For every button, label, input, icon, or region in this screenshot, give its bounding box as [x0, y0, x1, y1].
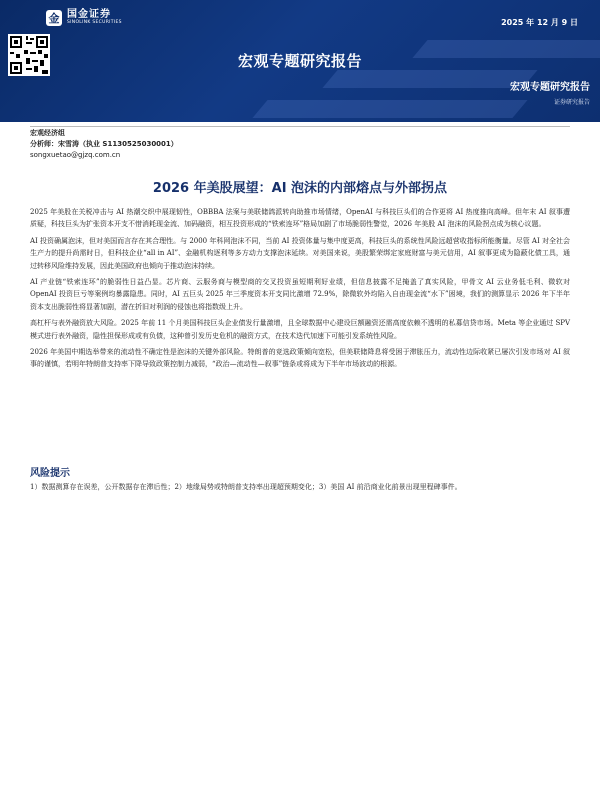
banner-title: 宏观专题研究报告 — [237, 52, 362, 70]
body-paragraph: 高杠杆与表外融资放大风险。2025 年前 11 个月美国科技巨头企业债发行量激增，且全球数据中心建设巨额融资还需高度依赖不透明的私募信贷市场。Meta 等企业通过 SPV 模式进行表外融资，隐性担保形成或有负债，这种曾引发历史危机的融资方式，在技术迭代加速下可能引发系统性风险。 — [30, 319, 570, 340]
logo-icon: 金 — [46, 10, 62, 26]
body-paragraph: AI 投资确属泡沫，但对美国而言存在其合理性。与 2000 年科网泡沫不同，当前 AI 投资体量与集中度更高，科技巨头的系统性风险远超营收指标所能衡量。尽管 AI 对全社会生产力的提升尚需时日，但科技企业“all in AI”、金融机构逐利等多方动力支撑泡沫延续。对美国来说，美股繁荣绑定家庭财富与美元信用，AI 叙事更成为隐蔽化债工具，通过转移风险维持发展，因此美国政府也倾向于推动泡沫持续。 — [30, 236, 570, 270]
report-title: 2026 年美股展望：AI 泡沫的内部熔点与外部拐点 — [152, 181, 448, 196]
research-group: 宏观经济组 — [30, 129, 65, 137]
body-paragraph: AI 产业链“铁索连环”的脆弱性日益凸显。芯片商、云服务商与模型商的交叉投资虽短期利好业绩，但信息披露不足掩盖了真实风险，甲骨文 AI 云业务低毛利、微软对 OpenAI 投资巨亏等案例均暴露隐患。同时，AI 五巨头 2025 年三季度资本开支同比激增 72.9%，除微软外均陷入自由现金流“水下”困境，我们的测算显示 2026 年下半年资本支出脆弱性将显著加剧，潜在折旧对利润的侵蚀也将指数级上升。 — [30, 278, 570, 311]
analyst-name: 分析师：宋雪涛（执业 S1130525030001） — [30, 140, 178, 148]
analyst-info — [30, 128, 178, 161]
decorative-stripe — [322, 70, 537, 88]
report-header-banner — [0, 0, 600, 122]
analyst-email[interactable]: songxuetao@gjzq.com.cn — [30, 151, 121, 159]
meta-divider — [30, 126, 570, 127]
report-type-label: 宏观专题研究报告 — [510, 82, 590, 93]
sinolink-logo — [46, 10, 122, 26]
logo-subtitle: SINOLINK SECURITIES — [67, 20, 122, 26]
body-paragraph: 2026 年美国中期选举带来的流动性不确定性是泡沫的关键外部风险。特朗普的竞选政策倾向宽松，但美联储降息将受困于滞胀压力，流动性边际收紧已屡次引发市场对 AI 叙事的谨慎，若明年特朗普支持率下降导致政策控制力减弱，“政治—流动性—叙事”链条或将成为下半年市场波动的根源。 — [30, 348, 570, 369]
risk-section-title: 风险提示 — [30, 468, 70, 479]
decorative-stripe — [252, 100, 527, 118]
body-paragraph: 2025 年美股在关税冲击与 AI 热潮交织中展现韧性，OBBBA 法案与美联储鸽派转向助推市场情绪，OpenAI 与科技巨头们的合作更将 AI 热度推向高峰。但年末 AI 叙事遭质疑，科技巨头为扩张资本开支不惜消耗现金流、加码融资，相互投资形成的“铁索连环”格局加剧了市场脆弱性警觉，2026 年美股 AI 泡沫的风险拐点成为核心议题。 — [30, 208, 570, 229]
report-date: 2025 年 12 月 9 日 — [501, 18, 578, 27]
logo-name: 国金证券 — [67, 9, 111, 21]
report-category-label: 证券研究报告 — [553, 99, 590, 106]
report-body — [30, 206, 570, 375]
risk-section-text: 1）数据测算存在误差，公开数据存在滞后性；2）地缘局势或特朗普支持率出现超预期变化；3）美国 AI 前沿商业化前景出现里程碑事件。 — [30, 483, 462, 491]
